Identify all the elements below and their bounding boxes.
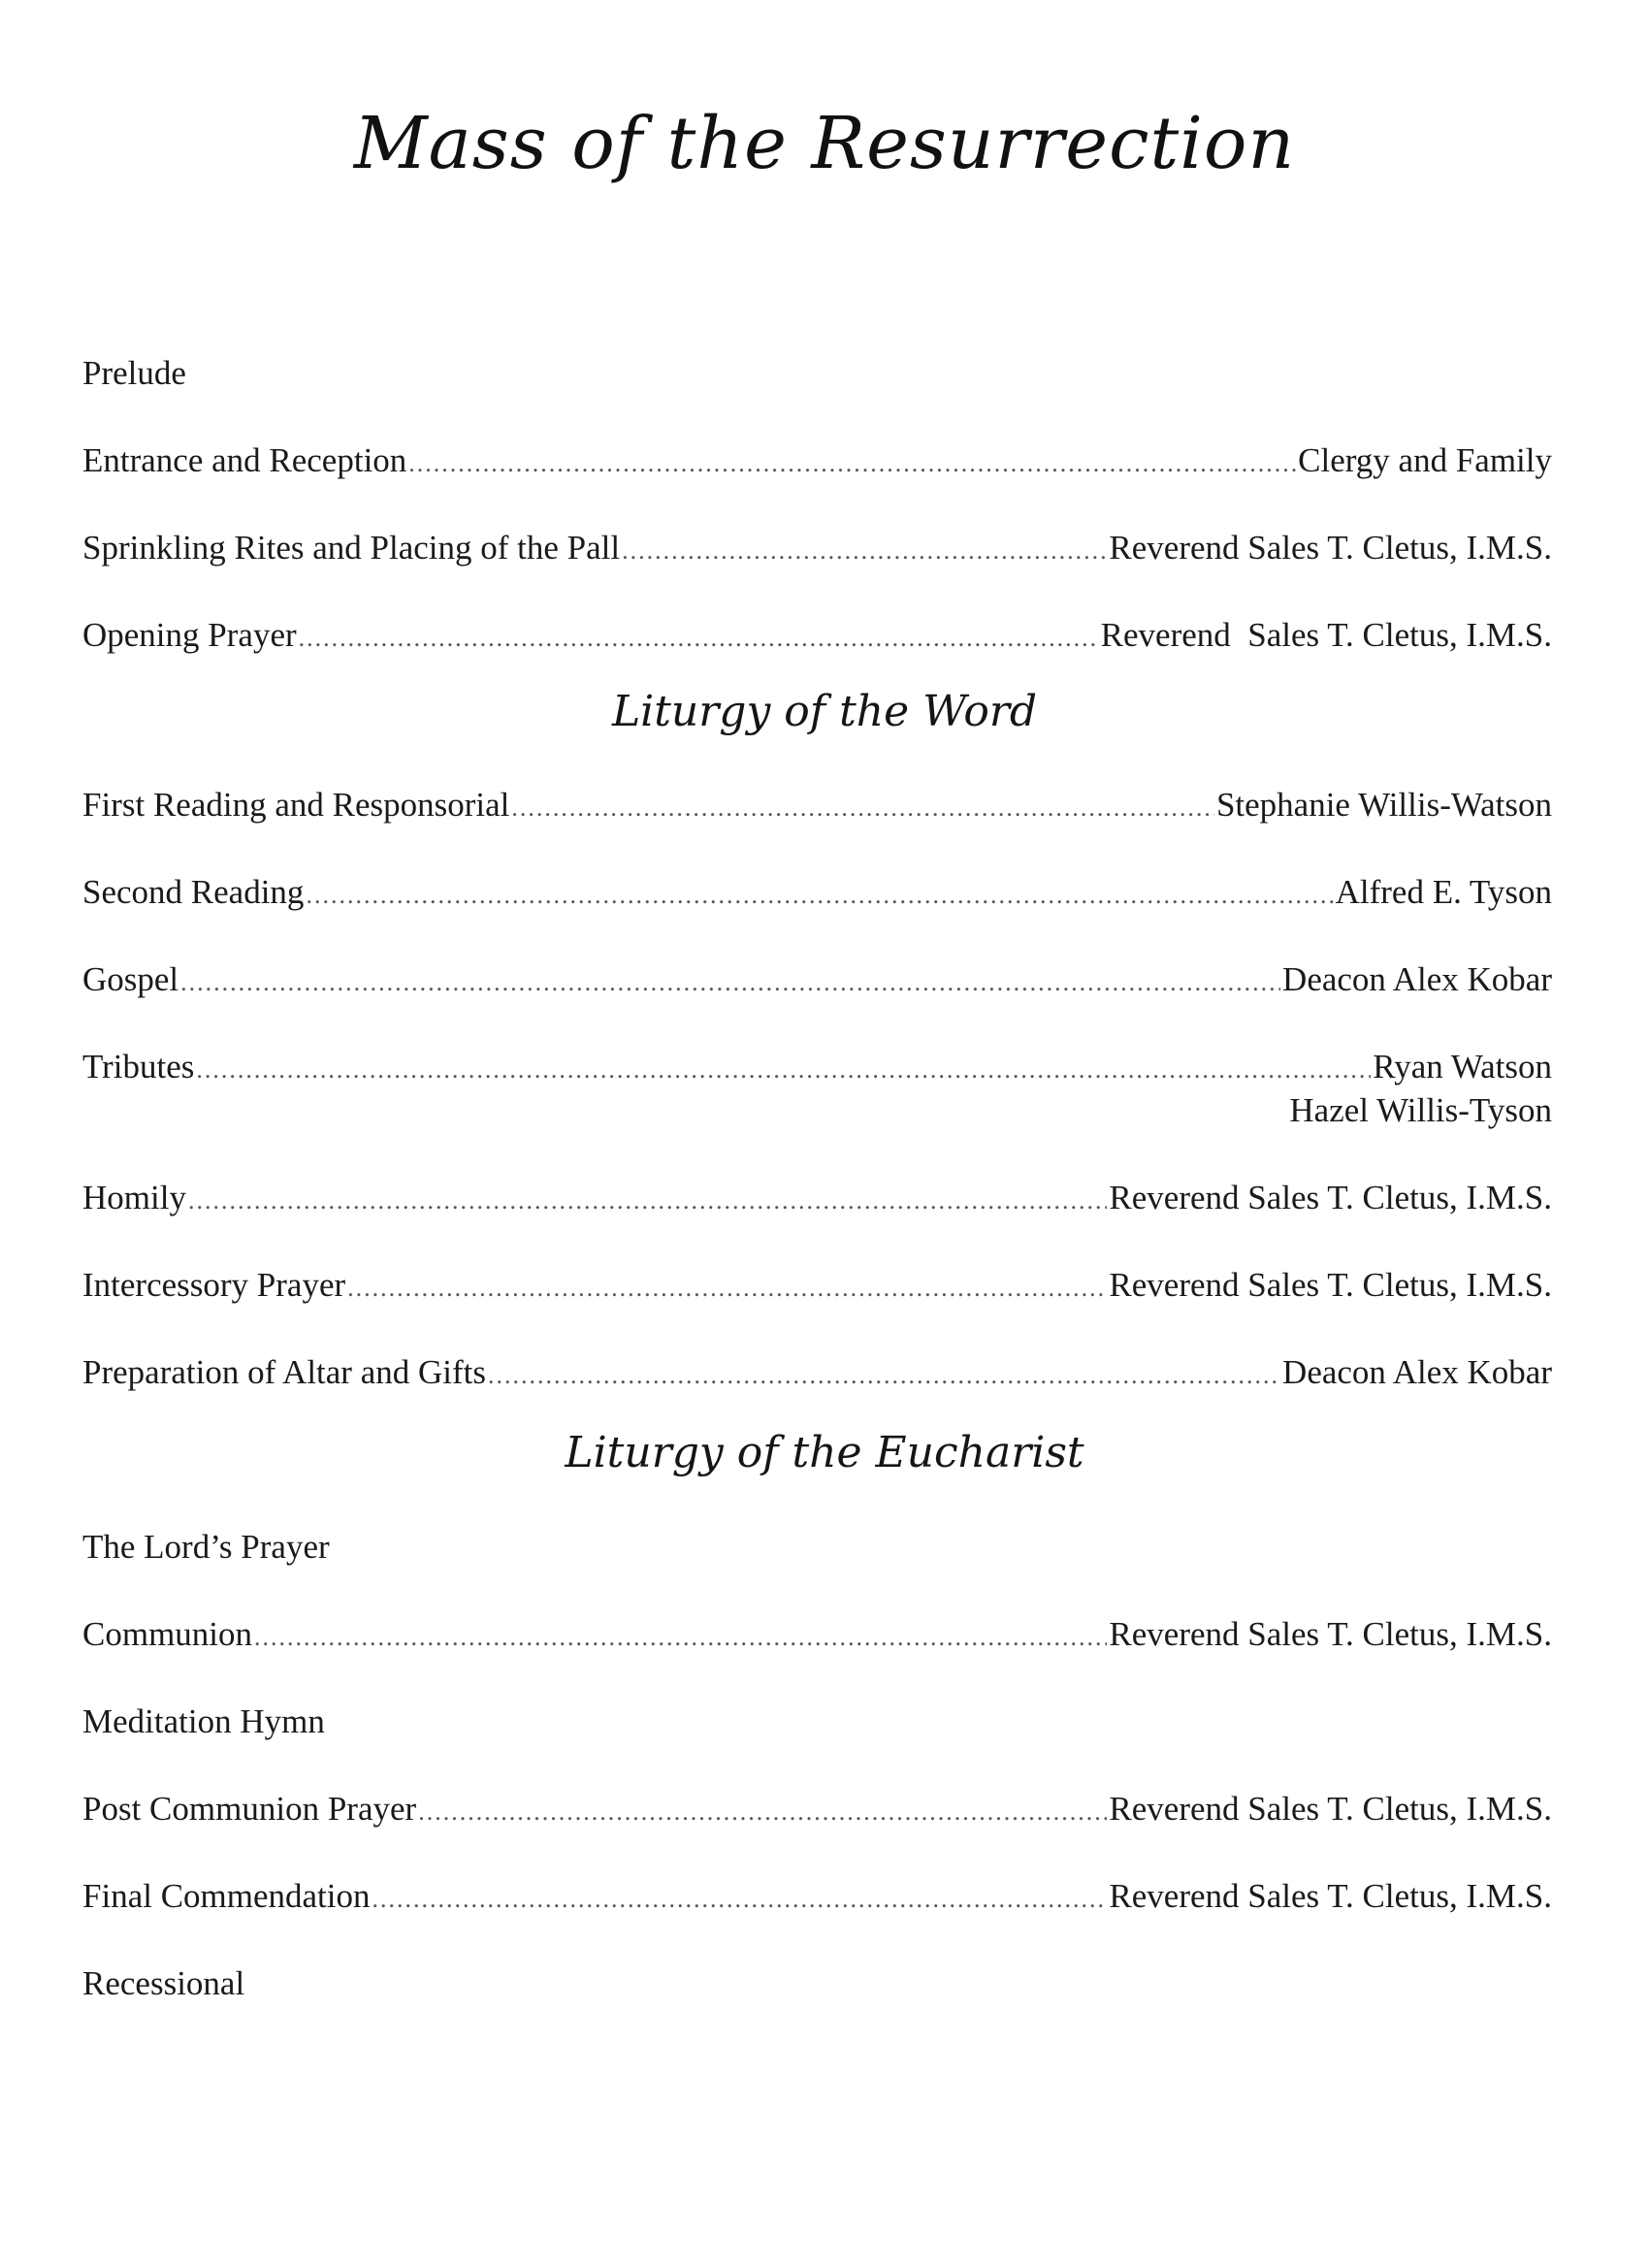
program-officiant: Reverend Sales T. Cletus, I.M.S. (1109, 1266, 1552, 1304)
program-officiant: Alfred E. Tyson (1335, 873, 1552, 911)
program-officiant: Reverend Sales T. Cletus, I.M.S. (1100, 616, 1552, 654)
program-item: Gospel (82, 960, 179, 998)
dot-leader (306, 871, 1333, 920)
program-row-communion (82, 1610, 1552, 1659)
program-officiant: Ryan Watson (1373, 1048, 1552, 1085)
section-heading-word: Liturgy of the Word (611, 687, 1038, 736)
program-row-second-reading (82, 868, 1552, 917)
program-item: Tributes (82, 1048, 195, 1085)
dot-leader (254, 1613, 1107, 1662)
program-item: The Lord’s Prayer (82, 1528, 330, 1566)
program-row-gospel (82, 956, 1552, 1004)
program-item: Final Commendation (82, 1877, 371, 1915)
program-item: Second Reading (82, 873, 305, 911)
program-row-sprinkling (82, 524, 1552, 572)
dot-leader (488, 1351, 1280, 1400)
program-item: Preparation of Altar and Gifts (82, 1353, 487, 1391)
section-heading-eucharist: Liturgy of the Eucharist (565, 1428, 1084, 1477)
program-row-post-communion (82, 1785, 1552, 1833)
program-officiant: Reverend Sales T. Cletus, I.M.S. (1109, 1877, 1552, 1915)
dot-leader (188, 1177, 1107, 1225)
program-row-recessional (82, 1960, 1552, 2008)
program-row-prelude (82, 349, 1552, 398)
program-row-preparation (82, 1348, 1552, 1397)
program-officiant: Reverend Sales T. Cletus, I.M.S. (1109, 1615, 1552, 1653)
page-title: Mass of the Resurrection (353, 102, 1296, 185)
program-item: Communion (82, 1615, 253, 1653)
program-officiant: Reverend Sales T. Cletus, I.M.S. (1109, 1790, 1552, 1828)
program-row-first-reading (82, 781, 1552, 829)
program-item: Recessional (82, 1964, 245, 2002)
dot-leader (418, 1788, 1107, 1836)
program-officiant: Reverend Sales T. Cletus, I.M.S. (1109, 1179, 1552, 1216)
program-item: Entrance and Reception (82, 441, 407, 479)
dot-leader (180, 958, 1280, 1007)
program-row-entrance (82, 437, 1552, 485)
program-officiant: Stephanie Willis-Watson (1215, 786, 1552, 824)
program-row-meditation-hymn (82, 1698, 1552, 1746)
program-item: Sprinkling Rites and Placing of the Pall (82, 529, 621, 567)
program-row-final-commendation (82, 1872, 1552, 1921)
dot-leader (347, 1264, 1107, 1312)
program-row-opening-prayer (82, 611, 1552, 660)
dot-leader (372, 1875, 1108, 1924)
program-officiant-secondary: Hazel Willis-Tyson (1289, 1091, 1552, 1129)
program-officiant: Reverend Sales T. Cletus, I.M.S. (1109, 529, 1552, 567)
program-item: Homily (82, 1179, 186, 1216)
program-officiant: Deacon Alex Kobar (1282, 960, 1552, 998)
program-item: Opening Prayer (82, 616, 297, 654)
program-item: First Reading and Responsorial (82, 786, 510, 824)
program-item: Post Communion Prayer (82, 1790, 417, 1828)
program-item: Prelude (82, 354, 186, 392)
dot-leader (299, 614, 1099, 663)
program-item: Intercessory Prayer (82, 1266, 346, 1304)
program-row-tributes (82, 1043, 1552, 1091)
program-item: Meditation Hymn (82, 1702, 325, 1740)
program-row-intercessory (82, 1261, 1552, 1310)
dot-leader (511, 784, 1214, 832)
dot-leader (622, 527, 1107, 575)
program-row-homily (82, 1174, 1552, 1222)
program-row-lords-prayer (82, 1523, 1552, 1571)
program-officiant: Deacon Alex Kobar (1282, 1353, 1552, 1391)
program-officiant: Clergy and Family (1298, 441, 1552, 479)
dot-leader (408, 439, 1296, 488)
